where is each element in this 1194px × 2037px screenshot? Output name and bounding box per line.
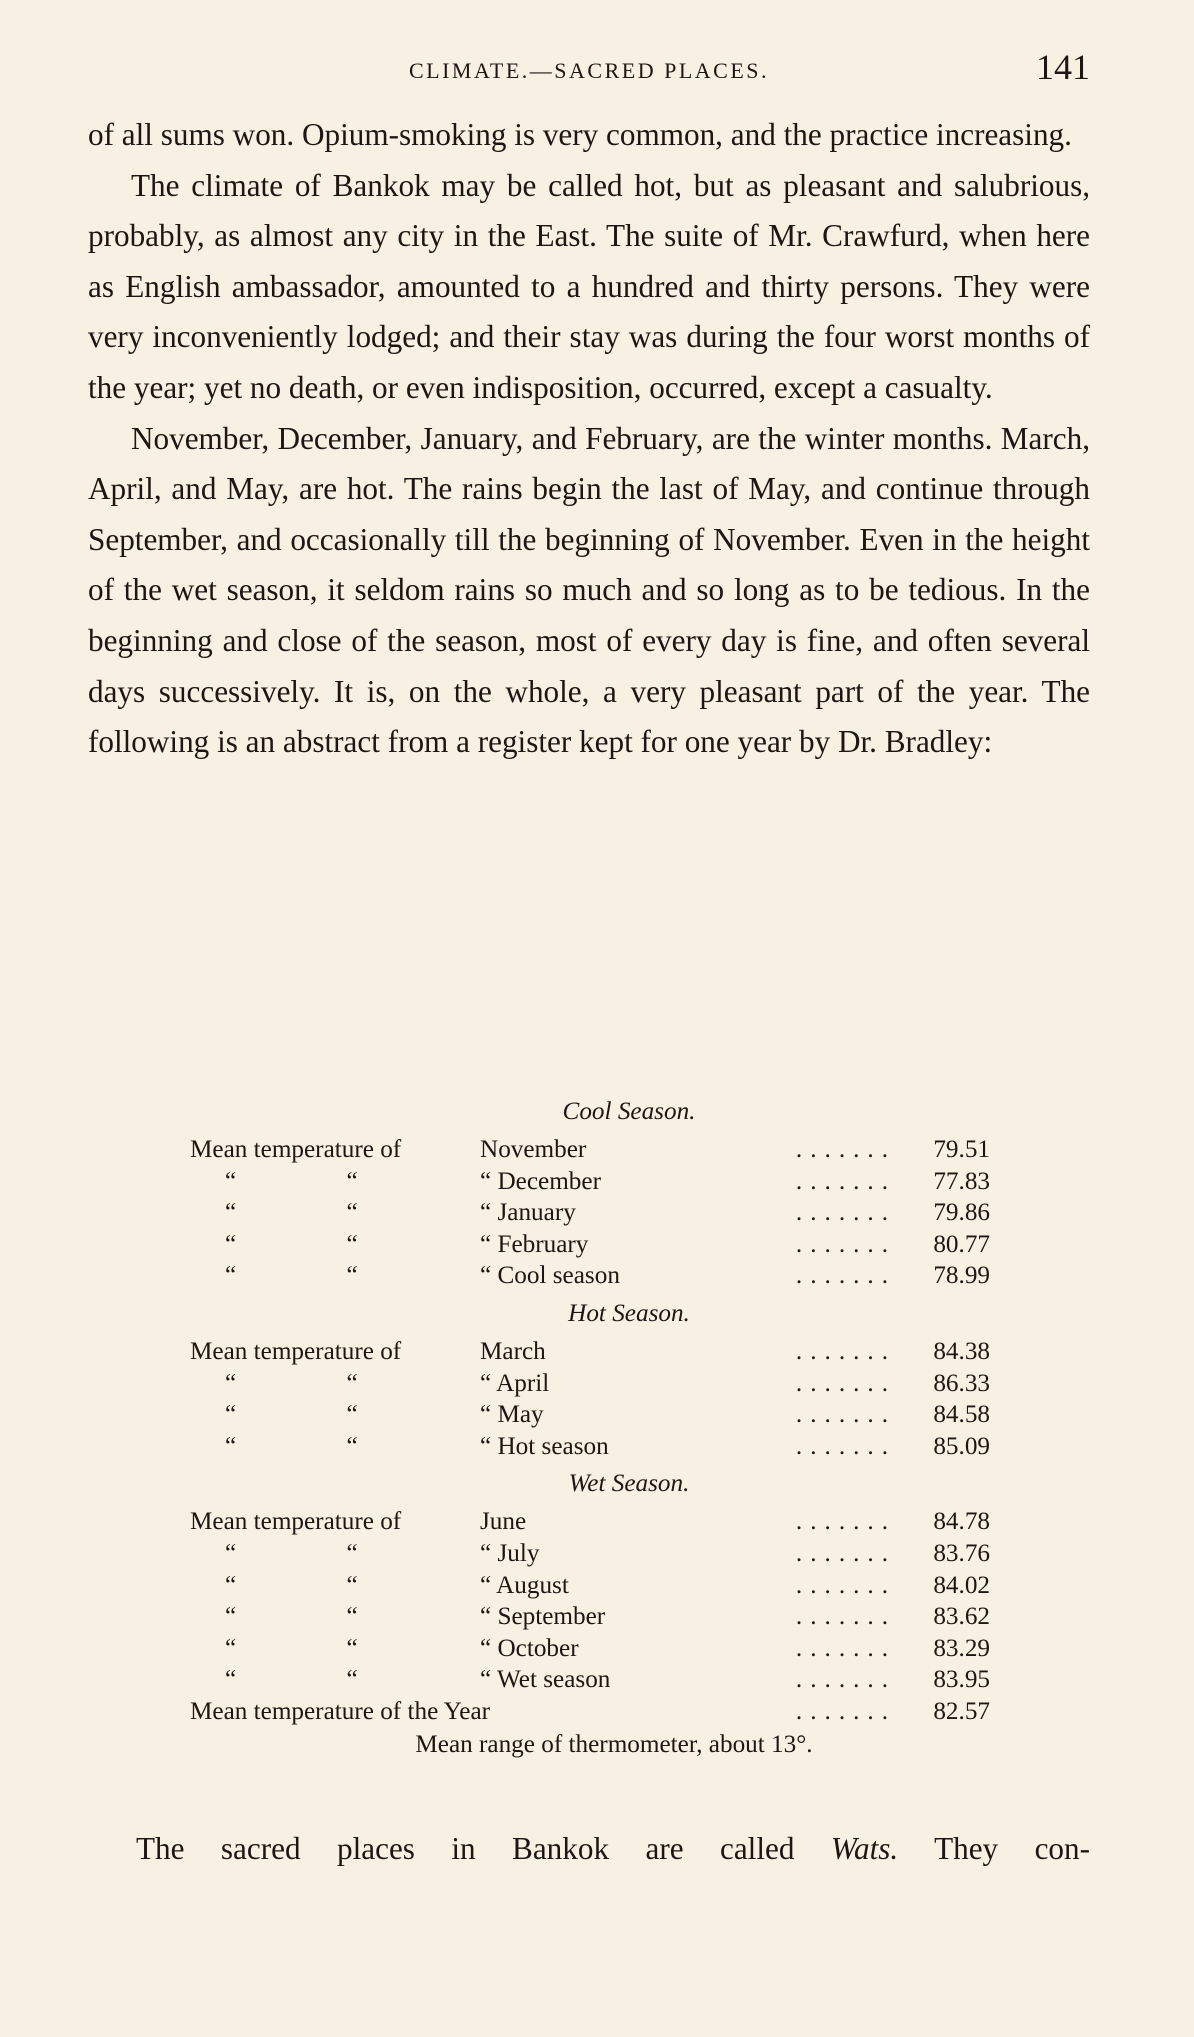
table-row: [190, 1260, 998, 1292]
row-value: 79.86: [933, 1199, 990, 1227]
row-month: “ April: [480, 1369, 550, 1397]
paragraph-seasons: November, December, January, and February, are the winter months. March, April, and May, are hot. The rains begin the last of May, and continue through September, and occasionally till the beginning of November. Even in the height of the wet season, it seldom rains so much and so long as to be tedious. In the beginning and close of the season, most of every day is fine, and often several days successively. It is, on the whole, a very pleasant part of the year. The following is an abstract from a register kept for one year by Dr. Bradley:: [88, 420, 1090, 760]
leader-dots: .......: [795, 1539, 896, 1567]
season-heading: Wet Season.: [568, 1470, 690, 1498]
body-text: [88, 110, 1090, 768]
leader-dots: .......: [795, 1666, 896, 1694]
row-month: “ December: [480, 1167, 601, 1195]
row-month: June: [480, 1508, 527, 1536]
ditto-marks: “ “: [225, 1369, 410, 1397]
row-month: “ September: [480, 1603, 606, 1631]
ditto-marks: “ “: [225, 1230, 410, 1258]
leader-dots: .......: [795, 1136, 896, 1163]
row-month: “ Hot season: [480, 1432, 609, 1460]
year-value: 82.57: [933, 1697, 990, 1725]
ditto-marks: “ “: [225, 1262, 410, 1290]
table-row: [190, 1134, 998, 1166]
table-row: [190, 1538, 998, 1570]
leader-dots: .......: [795, 1634, 896, 1662]
table-row: [190, 1506, 998, 1538]
range-note: Mean range of thermometer, about 13°.: [415, 1730, 813, 1758]
row-value: 86.33: [933, 1369, 990, 1397]
row-value: 77.83: [933, 1167, 990, 1195]
row-value: 83.76: [933, 1539, 990, 1567]
closing-line: [136, 1824, 1090, 1874]
leader-dots: .......: [795, 1401, 896, 1429]
season-heading: Cool Season.: [562, 1098, 696, 1125]
row-label: Mean temperature of: [190, 1337, 402, 1365]
leader-dots: .......: [795, 1571, 896, 1599]
row-month: “ January: [480, 1199, 576, 1227]
row-value: 83.95: [933, 1666, 990, 1694]
ditto-marks: “ “: [225, 1603, 410, 1631]
row-label: Mean temperature of: [190, 1136, 402, 1163]
leader-dots: .......: [795, 1337, 896, 1365]
ditto-marks: “ “: [225, 1571, 410, 1599]
ditto-marks: “ “: [225, 1167, 410, 1195]
row-month: March: [480, 1337, 546, 1365]
table-row: [190, 1601, 998, 1633]
running-title: CLIMATE.—SACRED PLACES.: [408, 58, 770, 83]
ditto-marks: “ “: [225, 1432, 410, 1460]
table-row: [190, 1229, 998, 1261]
row-label: Mean temperature of: [190, 1508, 402, 1536]
table-row: [190, 1633, 998, 1665]
row-value: 83.62: [933, 1603, 990, 1631]
row-month: “ Wet season: [480, 1666, 611, 1694]
row-value: 84.38: [933, 1337, 990, 1365]
row-month: November: [480, 1136, 587, 1163]
row-value: 84.02: [933, 1571, 990, 1599]
row-month: “ February: [480, 1230, 589, 1258]
row-month: “ May: [480, 1401, 544, 1429]
ditto-marks: “ “: [225, 1199, 410, 1227]
year-row: [190, 1696, 998, 1728]
closing-italic-word: Wats.: [830, 1831, 899, 1866]
closing-text: The sacred places in Bankok are called: [136, 1831, 831, 1866]
ditto-marks: “ “: [225, 1539, 410, 1567]
row-value: 78.99: [933, 1262, 990, 1290]
page-number: 141: [1036, 47, 1090, 87]
leader-dots: .......: [795, 1432, 896, 1460]
leader-dots: .......: [795, 1199, 896, 1227]
leader-dots: .......: [795, 1369, 896, 1397]
leader-dots: .......: [795, 1508, 896, 1536]
leader-dots: .......: [795, 1603, 896, 1631]
leader-dots: .......: [795, 1230, 896, 1258]
closing-text-end: They con-: [898, 1831, 1091, 1866]
row-month: “ Cool season: [480, 1262, 620, 1290]
temperature-table: [190, 1090, 998, 1762]
table-row: [190, 1431, 998, 1463]
year-label: Mean temperature of the Year: [190, 1697, 491, 1725]
season-heading: Hot Season.: [568, 1299, 690, 1327]
leader-dots: .......: [795, 1262, 896, 1290]
row-month: “ August: [480, 1571, 569, 1599]
leader-dots: .......: [795, 1697, 896, 1725]
table-row: [190, 1197, 998, 1229]
row-month: “ October: [480, 1634, 579, 1662]
row-value: 85.09: [933, 1432, 990, 1460]
row-month: “ July: [480, 1539, 540, 1567]
table-row: [190, 1336, 998, 1368]
ditto-marks: “ “: [225, 1401, 410, 1429]
table-row: [190, 1399, 998, 1431]
ditto-marks: “ “: [225, 1634, 410, 1662]
paragraph-climate: The climate of Bankok may be called hot, but as pleasant and salubrious, probably, as almost any city in the East. The suite of Mr. Crawfurd, when here as English ambassador, amounted to a hundred and thirty persons. They were very inconveniently lodged; and their stay was during the four worst months of the year; yet no death, or even indisposition, occurred, except a casualty.: [88, 167, 1090, 405]
table-row: [190, 1570, 998, 1602]
leader-dots: .......: [795, 1167, 896, 1195]
paragraph-continuation: of all sums won. Opium-smoking is very common, and the practice increasing.: [88, 117, 1072, 152]
row-value: 84.78: [933, 1508, 990, 1536]
table-row: [190, 1166, 998, 1198]
ditto-marks: “ “: [225, 1666, 410, 1694]
row-value: 79.51: [933, 1136, 990, 1163]
table-row: [190, 1368, 998, 1400]
page-header: [88, 42, 1090, 92]
row-value: 83.29: [933, 1634, 990, 1662]
row-value: 84.58: [933, 1401, 990, 1429]
table-row: [190, 1664, 998, 1696]
row-value: 80.77: [933, 1230, 990, 1258]
